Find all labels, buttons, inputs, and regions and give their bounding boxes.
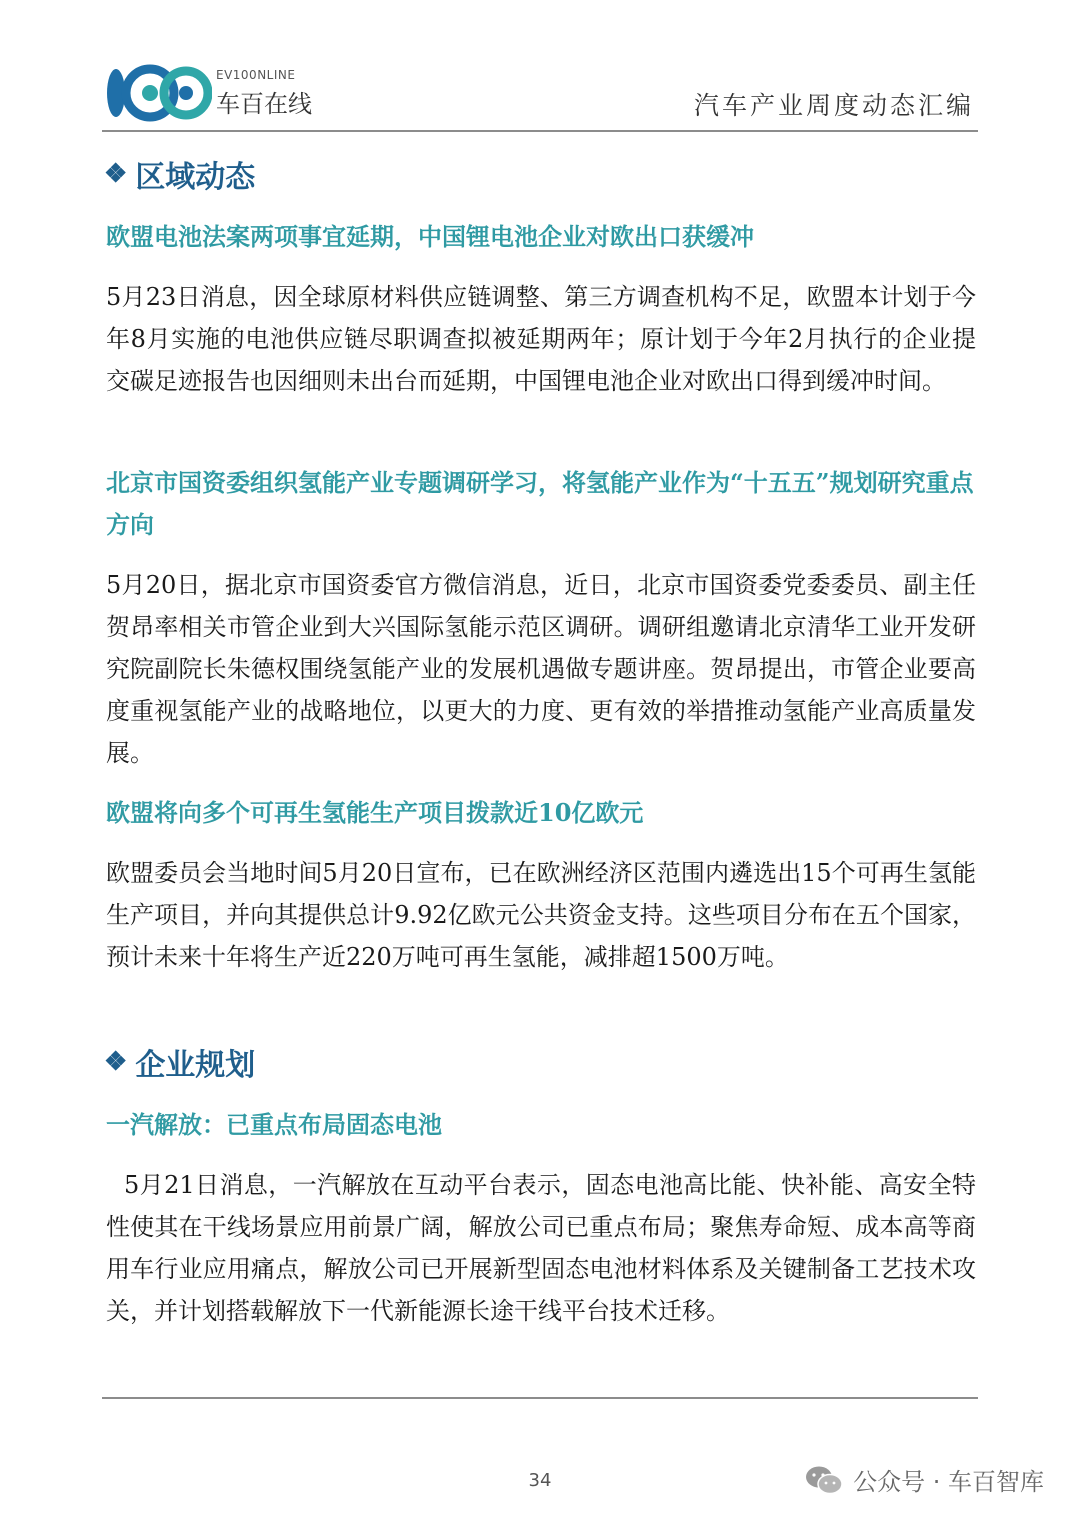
article-title: 欧盟电池法案两项事宜延期，中国锂电池企业对欧出口获缓冲 [106, 222, 754, 251]
watermark-text: 公众号 · 车百智库 [853, 1468, 1044, 1496]
diamond-bullet-icon: ❖ [104, 159, 128, 189]
wechat-icon [805, 1465, 843, 1495]
article-body: 5月23日消息，因全球原材料供应链调整、第三方调查机构不足，欧盟本计划于今年8月实施的电池供应链尽职调查拟被延期两年；原计划于今年2月执行的企业提交碳足迹报告也因细则未出台而延期，中国锂电池企业对欧出口得到缓冲时间。 [106, 283, 976, 395]
ev100-logo [102, 62, 342, 124]
article-title: 欧盟将向多个可再生氢能生产项目拨款近10亿欧元 [106, 798, 644, 827]
section-title-text: 企业规划 [135, 1048, 256, 1083]
ev100-logo-icon [102, 64, 212, 122]
logo-english-text: EV100NLINE [216, 68, 296, 82]
section-title-regional [104, 152, 255, 196]
article-title: 北京市国资委组织氢能产业专题调研学习，将氢能产业作为“十五五”规划研究重点方向 [106, 468, 974, 539]
diamond-bullet-icon: ❖ [104, 1047, 128, 1077]
article-title: 一汽解放：已重点布局固态电池 [106, 1110, 442, 1139]
logo-chinese-text: 车百在线 [216, 90, 312, 118]
article-body: 5月20日，据北京市国资委官方微信消息，近日，北京市国资委党委委员、副主任贺昂率相关市管企业到大兴国际氢能示范区调研。调研组邀请北京清华工业开发研究院副院长朱德权围绕氢能产业的发展机遇做专题讲座。贺昂提出，市管企业要高度重视氢能产业的战略地位，以更大的力度、更有效的举措推动氢能产业高质量发展。 [106, 571, 976, 767]
page-header [102, 62, 978, 132]
section-title-enterprise [104, 1040, 255, 1084]
page-number: 34 [528, 1470, 552, 1491]
header-title: 汽车产业周度动态汇编 [693, 91, 974, 120]
section-title-text: 区域动态 [135, 160, 256, 195]
article-body: 5月21日消息，一汽解放在互动平台表示，固态电池高比能、快补能、高安全特性使其在干线场景应用前景广阔，解放公司已重点布局；聚焦寿命短、成本高等商用车行业应用痛点，解放公司已开展新型固态电池材料体系及关键制备工艺技术攻关，并计划搭载解放下一代新能源长途干线平台技术迁移。 [106, 1171, 976, 1325]
wechat-watermark [805, 1462, 1044, 1497]
article-body: 欧盟委员会当地时间5月20日宣布，已在欧洲经济区范围内遴选出15个可再生氢能生产项目，并向其提供总计9.92亿欧元公共资金支持。这些项目分布在五个国家，预计未来十年将生产近220万吨可再生氢能，减排超1500万吨。 [106, 859, 976, 971]
footer-divider [102, 1397, 978, 1399]
